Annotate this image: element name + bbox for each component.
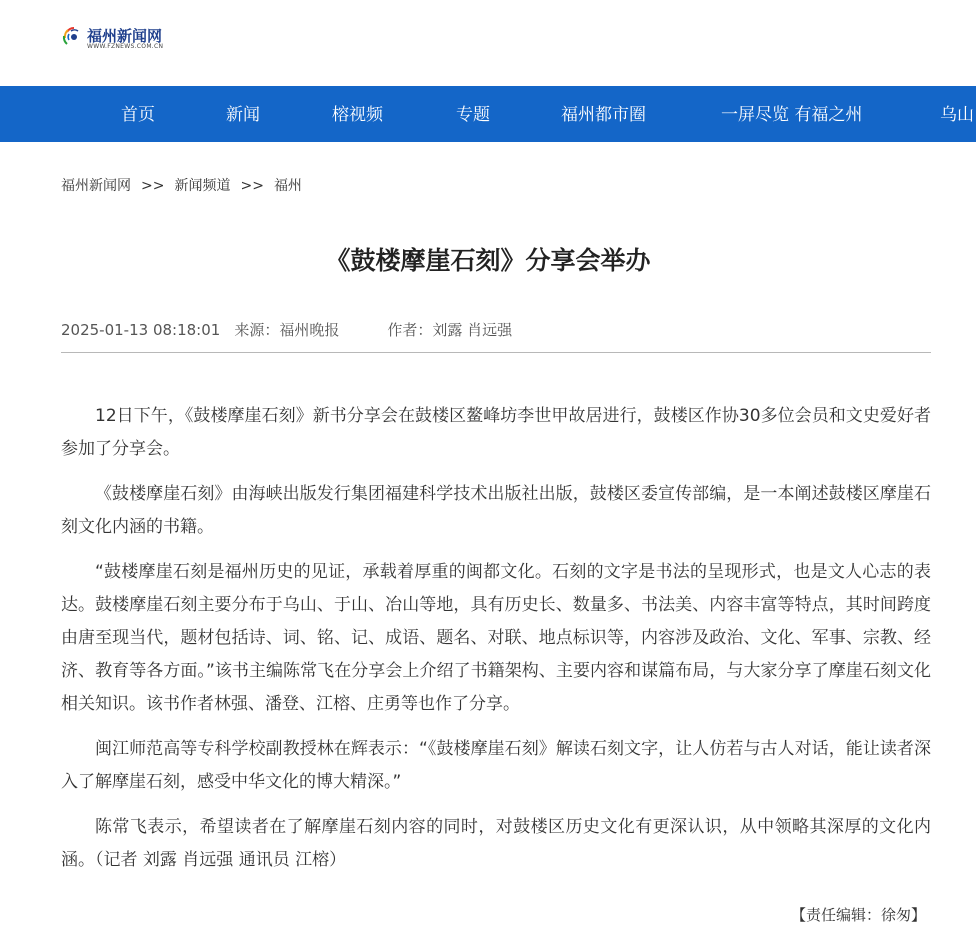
nav-item-fuzhou-metro[interactable]: 福州都市圈 — [561, 105, 646, 125]
site-header — [0, 0, 976, 86]
article-paragraph: “鼓楼摩崖石刻是福州历史的见证，承载着厚重的闽都文化。石刻的文字是书法的呈现形式，也是文人心志的表达。鼓楼摩崖石刻主要分布于乌山、于山、冶山等地，具有历史长、数量多、书法美、内容丰富等特点，其时间跨度由唐至现当代，题材包括诗、词、铭、记、成语、题名、对联、地点标识等，内容涉及政治、文化、军事、宗教、经济、教育等各方面。”该书主编陈常飞在分享会上介绍了书籍架构、主要内容和谋篇布局，与大家分享了摩崖石刻文化相关知识。该书作者林强、潘登、江榕、庄勇等也作了分享。 — [61, 562, 931, 714]
article-body — [61, 400, 931, 889]
source-label: 来源： — [234, 321, 280, 339]
main-nav — [0, 86, 976, 142]
article-title: 《鼓楼摩崖石刻》分享会举办 — [325, 246, 651, 275]
responsible-editor: 【责任编辑：徐匆】 — [790, 906, 926, 924]
breadcrumb-separator: >> — [141, 178, 165, 194]
nav-item-overview[interactable]: 一屏尽览 有福之州 — [721, 105, 863, 125]
breadcrumb — [61, 176, 302, 196]
logo-name: 福州新闻网 — [87, 27, 163, 45]
article-paragraph: 12日下午，《鼓楼摩崖石刻》新书分享会在鼓楼区鳌峰坊李世甲故居进行，鼓楼区作协30多位会员和文史爱好者参加了分享会。 — [61, 406, 931, 459]
logo-mark-icon — [62, 24, 86, 50]
breadcrumb-item-news-channel[interactable]: 新闻频道 — [174, 178, 231, 194]
site-logo[interactable] — [62, 24, 182, 58]
article-source: 福州晚报 — [279, 321, 340, 339]
nav-item-home[interactable]: 首页 — [121, 105, 155, 125]
meta-divider — [61, 352, 931, 353]
article-paragraph: 闽江师范高等专科学校副教授林在辉表示：“《鼓楼摩崖石刻》解读石刻文字，让人仿若与古人对话，能让读者深入了解摩崖石刻，感受中华文化的博大精深。” — [61, 739, 931, 792]
breadcrumb-item-fuzhou[interactable]: 福州 — [273, 178, 302, 194]
article-meta — [61, 319, 512, 341]
article-paragraph: 陈常飞表示，希望读者在了解摩崖石刻内容的同时，对鼓楼区历史文化有更深认识，从中领略其深厚的文化内涵。（记者 刘露 肖远强 通讯员 江榕） — [61, 817, 931, 870]
author-label: 作者： — [387, 321, 433, 339]
nav-item-wushan[interactable]: 乌山 — [940, 105, 974, 125]
breadcrumb-item-home[interactable]: 福州新闻网 — [61, 178, 131, 194]
nav-item-news[interactable]: 新闻 — [226, 105, 260, 125]
logo-url: WWW.FZNEWS.COM.CN — [87, 43, 164, 50]
breadcrumb-separator: >> — [240, 178, 264, 194]
article-paragraph: 《鼓楼摩崖石刻》由海峡出版发行集团福建科学技术出版社出版，鼓楼区委宣传部编，是一本阐述鼓楼区摩崖石刻文化内涵的书籍。 — [61, 484, 931, 537]
nav-item-topics[interactable]: 专题 — [456, 105, 490, 125]
nav-item-rong-video[interactable]: 榕视频 — [332, 105, 383, 125]
article-author: 刘露 肖远强 — [432, 321, 513, 339]
article-datetime: 2025-01-13 08:18:01 — [61, 321, 221, 339]
